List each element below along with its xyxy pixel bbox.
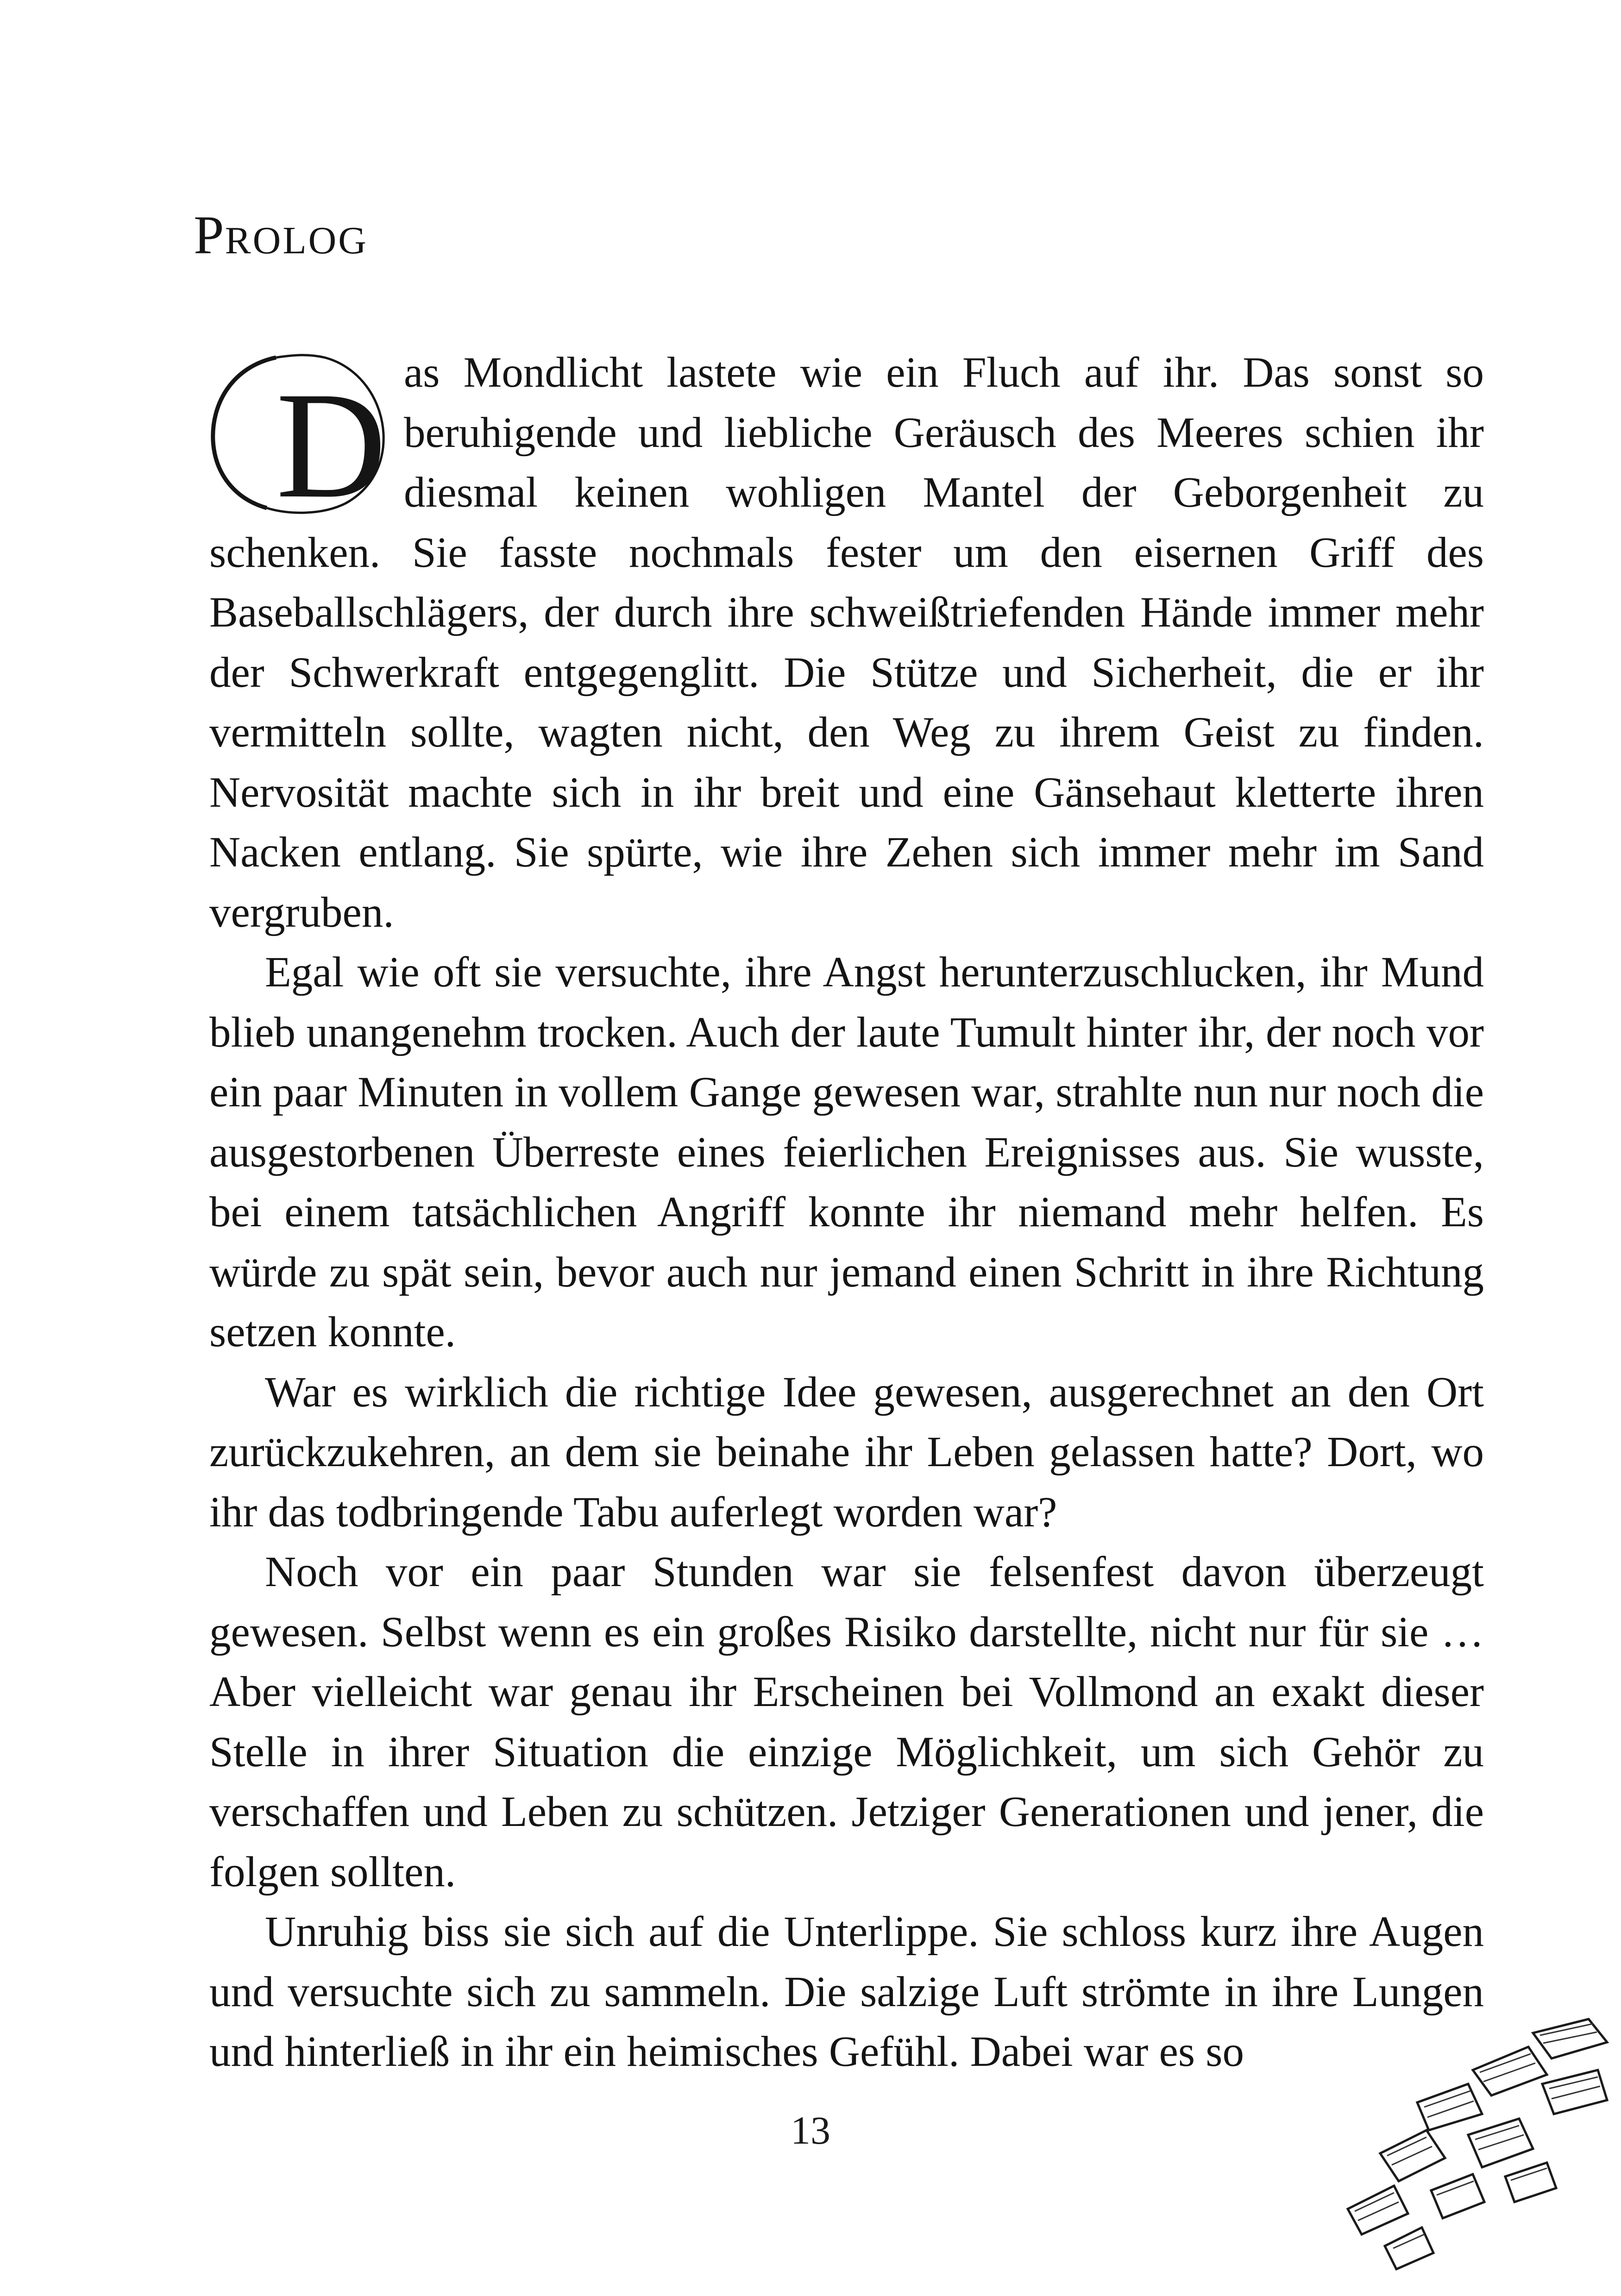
chapter-title-initial: P [194, 205, 225, 265]
chapter-title [194, 204, 368, 267]
paragraph-4: Noch vor ein paar Stunden war sie felsenfest davon überzeugt gewesen. Selbst wenn es ein großes Risiko darstellte, nicht nur für sie … Aber vielleicht war genau ihr Erscheinen bei Vollmond an exakt dieser Stelle in ihrer Situation die einzige Möglichkeit, um sich Gehör zu verschaffen und Leben zu schützen. Jetziger Generationen und jener, die folgen sollten. [209, 1548, 1484, 1896]
dropcap [207, 348, 391, 520]
paragraph-2: Egal wie oft sie versuchte, ihre Angst herunterzuschlucken, ihr Mund blieb unangenehm trocken. Auch der laute Tumult hinter ihr, der noch vor ein paar Minuten in vollem Gange gewesen war, strahlte nun nur noch die ausgestorbenen Überreste eines feierlichen Ereignisses aus. Sie wusste, bei einem tatsächlichen Angriff konnte ihr niemand mehr helfen. Es würde zu spät sein, bevor auch nur jemand einen Schritt in ihre Richtung setzen konnte. [209, 948, 1484, 1356]
chapter-title-rest: ROLOG [225, 219, 368, 262]
paragraph-3: War es wirklich die richtige Idee gewesen, ausgerechnet an den Ort zurückzukehren, an dem sie beinahe ihr Leben gelassen hatte? Dort, wo ihr das todbringende Tabu auferlegt worden war? [209, 1368, 1484, 1536]
paragraph-1 [209, 343, 1484, 942]
paragraph-5: Unruhig biss sie sich auf die Unterlippe. Sie schloss kurz ihre Augen und versuchte sich zu sammeln. Die salzige Luft strömte in ihre Lungen und hinterließ in ihr ein heimisches Gefühl. Dabei war es so [209, 1908, 1484, 2076]
flying-pages-icon [1329, 2014, 1616, 2292]
paragraph-1-text: as Mondlicht lastete wie ein Fluch auf ihr. Das sonst so beruhigende und liebliche Geräusch des Meeres schien ihr diesmal keinen wohligen Mantel der Geborgenheit zu schenken. Sie fasste nochmals fester um den eisernen Griff des Baseballschlägers, der durch ihre schweißtriefenden Hände immer mehr der Schwerkraft entgegenglitt. Die Stütze und Sicherheit, die er ihr vermitteln sollte, wagten nicht, den Weg zu ihrem Geist zu finden. Nervosität machte sich in ihr breit und eine Gänsehaut kletterte ihren Nacken entlang. Sie spürte, wie ihre Zehen sich immer mehr im Sand vergruben. [209, 349, 1484, 936]
dropcap-ornament-icon [207, 348, 391, 520]
page-number: 13 [791, 2108, 830, 2152]
dropcap-letter: D [276, 361, 387, 520]
body-text [209, 343, 1484, 2082]
